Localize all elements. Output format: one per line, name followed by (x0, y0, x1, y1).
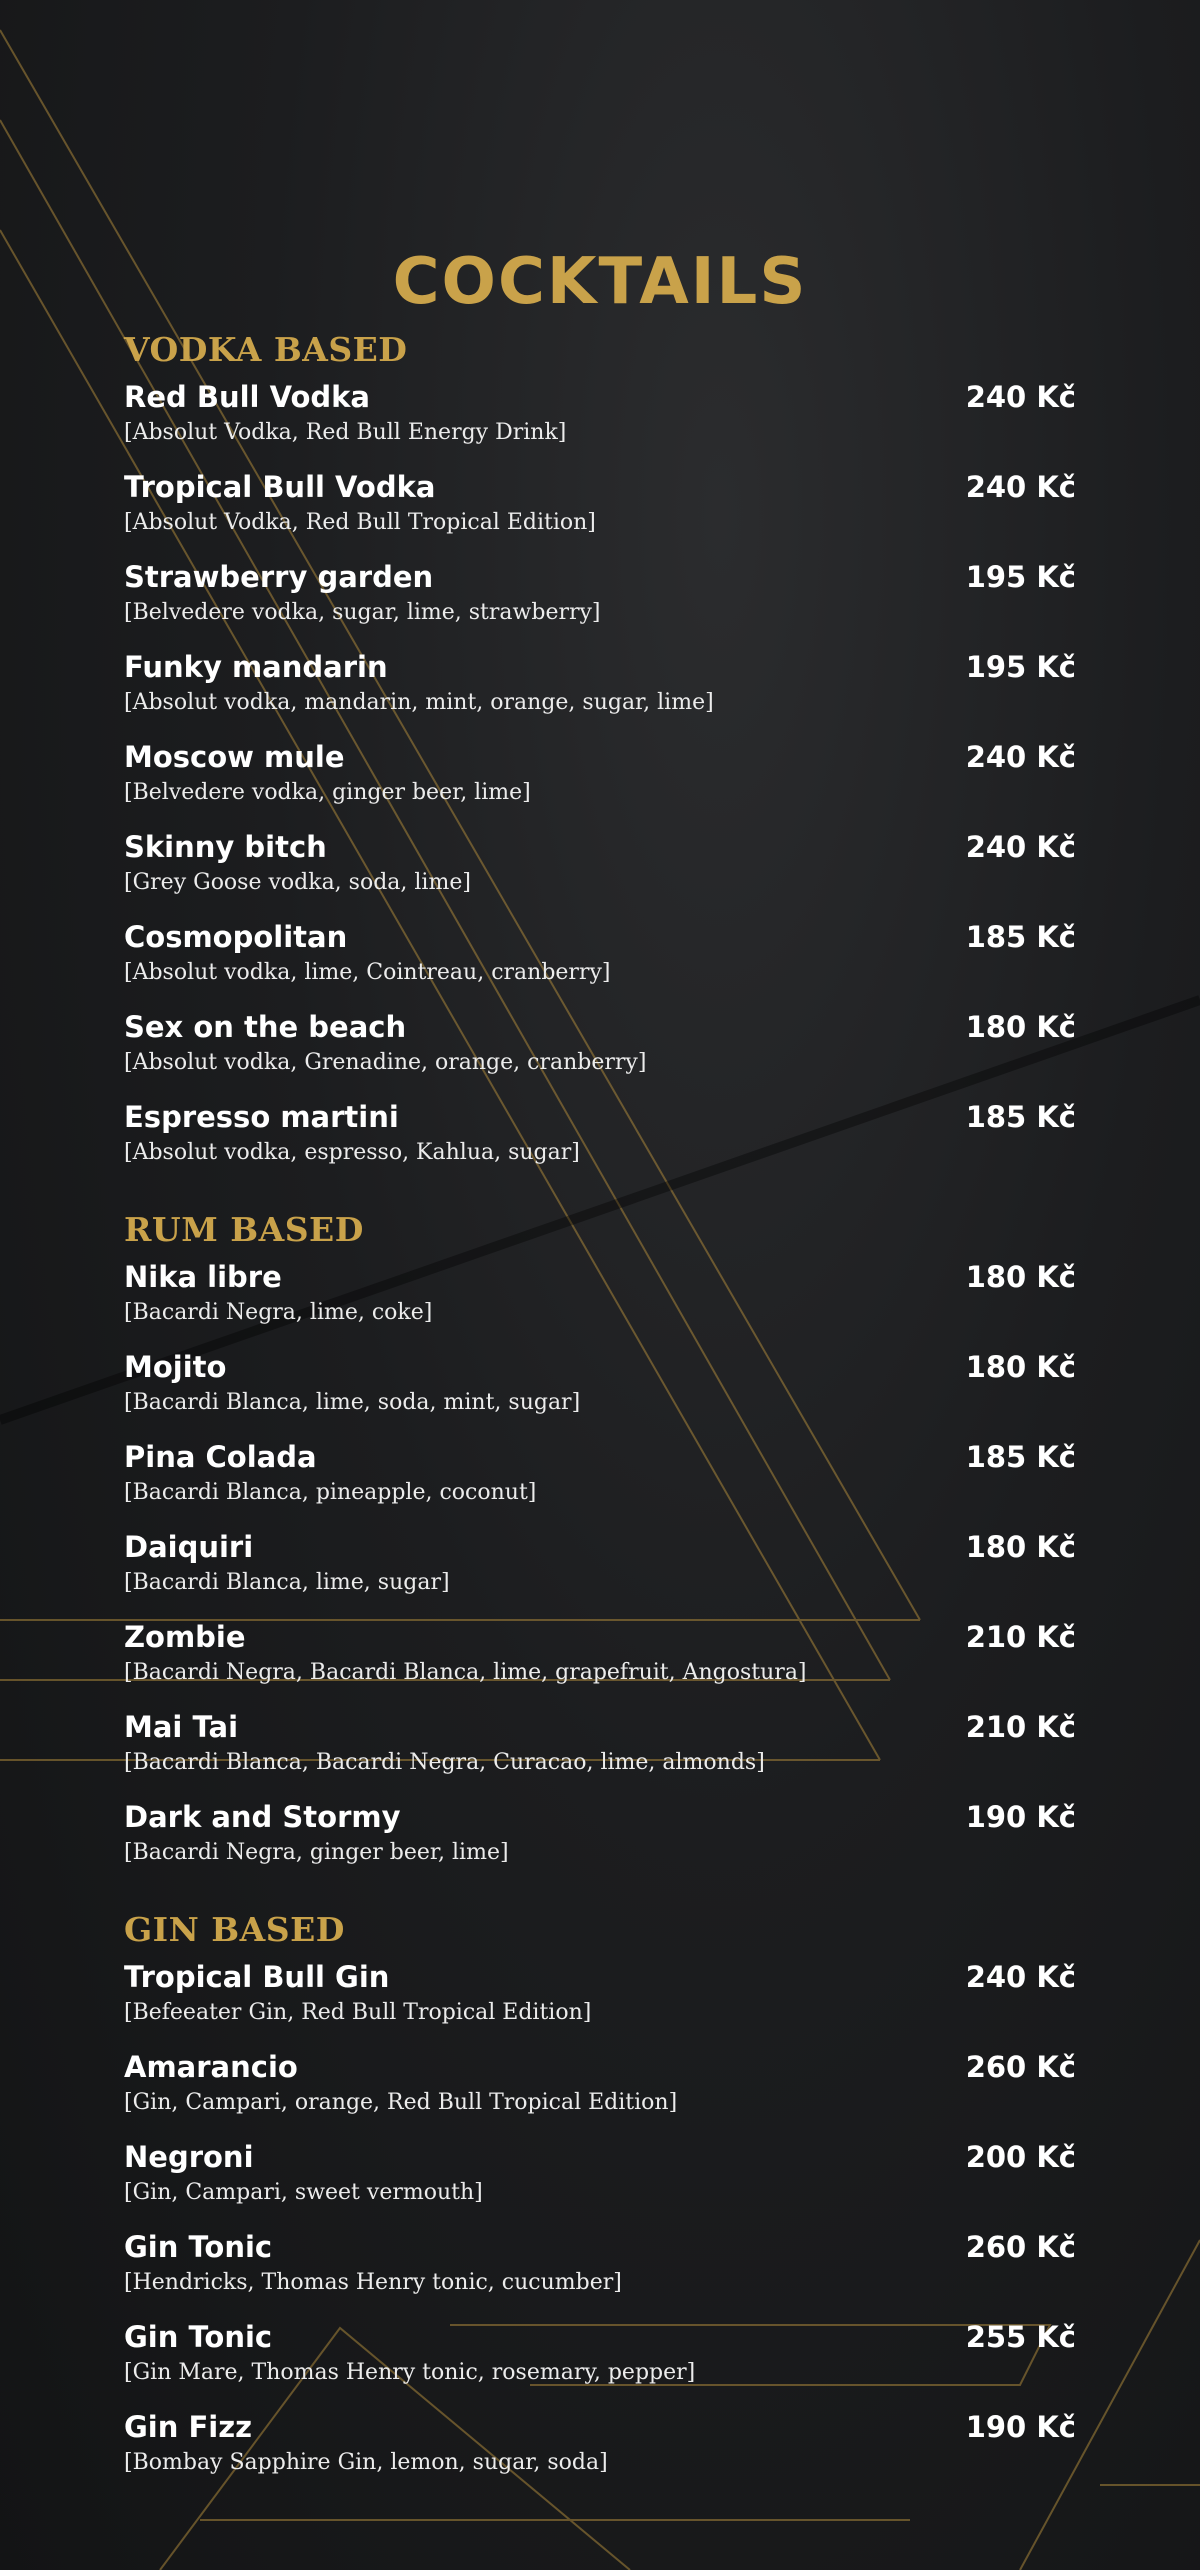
section-title: RUM BASED (124, 1210, 364, 1249)
menu-item-name: Red Bull Vodka (124, 380, 370, 414)
menu-item-name: Strawberry garden (124, 560, 434, 594)
menu-item-name: Nika libre (124, 1260, 282, 1294)
menu-item-ingredients: [Absolut Vodka, Red Bull Energy Drink] (124, 420, 567, 445)
menu-item-name: Tropical Bull Vodka (124, 470, 436, 504)
menu-item-name: Cosmopolitan (124, 920, 348, 954)
section-title: VODKA BASED (124, 330, 408, 369)
menu-item-ingredients: [Absolut Vodka, Red Bull Tropical Edition] (124, 510, 596, 535)
menu-item-price: 255 Kč (965, 2320, 1076, 2354)
menu-item-ingredients: [Bacardi Negra, Bacardi Blanca, lime, grapefruit, Angostura] (124, 1660, 807, 1685)
menu-item-price: 260 Kč (965, 2230, 1076, 2264)
menu-item (124, 2050, 1076, 2130)
menu-item-price: 180 Kč (965, 1010, 1076, 1044)
menu-item-name: Funky mandarin (124, 650, 388, 684)
menu-item (124, 1960, 1076, 2040)
menu-item (124, 1710, 1076, 1790)
menu-item-name: Skinny bitch (124, 830, 327, 864)
menu-item (124, 1620, 1076, 1700)
menu-item (124, 1530, 1076, 1610)
menu-item-price: 240 Kč (965, 470, 1076, 504)
menu-item (124, 560, 1076, 640)
menu-item-ingredients: [Befeeater Gin, Red Bull Tropical Edition] (124, 2000, 592, 2025)
menu-item-ingredients: [Bacardi Blanca, lime, sugar] (124, 1570, 450, 1595)
menu-item (124, 920, 1076, 1000)
menu-item-price: 180 Kč (965, 1350, 1076, 1384)
menu-item-price: 210 Kč (965, 1620, 1076, 1654)
menu-item-name: Pina Colada (124, 1440, 317, 1474)
menu-item-ingredients: [Bacardi Negra, lime, coke] (124, 1300, 433, 1325)
menu-item-ingredients: [Bacardi Blanca, lime, soda, mint, sugar] (124, 1390, 581, 1415)
menu-item-name: Tropical Bull Gin (124, 1960, 390, 1994)
menu-item-ingredients: [Absolut vodka, lime, Cointreau, cranberry] (124, 960, 611, 985)
menu-item (124, 1010, 1076, 1090)
menu-item-ingredients: [Gin Mare, Thomas Henry tonic, rosemary, pepper] (124, 2360, 696, 2385)
menu-item-name: Negroni (124, 2140, 254, 2174)
menu-item-ingredients: [Absolut vodka, espresso, Kahlua, sugar] (124, 1140, 580, 1165)
menu-item-price: 210 Kč (965, 1710, 1076, 1744)
menu-item-ingredients: [Bacardi Blanca, Bacardi Negra, Curacao, lime, almonds] (124, 1750, 765, 1775)
menu-item-price: 190 Kč (965, 1800, 1076, 1834)
menu-item-price: 240 Kč (965, 380, 1076, 414)
menu-item (124, 740, 1076, 820)
menu-item (124, 650, 1076, 730)
menu-item-ingredients: [Grey Goose vodka, soda, lime] (124, 870, 471, 895)
menu-item-name: Espresso martini (124, 1100, 399, 1134)
menu-item-price: 195 Kč (965, 650, 1076, 684)
menu-item-ingredients: [Gin, Campari, orange, Red Bull Tropical Edition] (124, 2090, 678, 2115)
menu-item-ingredients: [Belvedere vodka, sugar, lime, strawberry] (124, 600, 601, 625)
menu-item-name: Dark and Stormy (124, 1800, 401, 1834)
menu-item-ingredients: [Bombay Sapphire Gin, lemon, sugar, soda] (124, 2450, 608, 2475)
menu-item-name: Moscow mule (124, 740, 345, 774)
menu-item-price: 200 Kč (965, 2140, 1076, 2174)
menu-item-price: 180 Kč (965, 1260, 1076, 1294)
menu-item-price: 185 Kč (965, 1440, 1076, 1474)
menu-item-name: Gin Tonic (124, 2230, 273, 2264)
menu-item (124, 1350, 1076, 1430)
page-title: COCKTAILS (392, 245, 808, 319)
menu-item-name: Mai Tai (124, 1710, 239, 1744)
menu-item (124, 470, 1076, 550)
menu-item-price: 240 Kč (965, 740, 1076, 774)
menu-item-name: Daiquiri (124, 1530, 254, 1564)
menu-item-ingredients: [Absolut vodka, mandarin, mint, orange, sugar, lime] (124, 690, 714, 715)
menu-item-name: Zombie (124, 1620, 246, 1654)
menu-item-price: 185 Kč (965, 920, 1076, 954)
menu-item (124, 1800, 1076, 1880)
menu-item (124, 1260, 1076, 1340)
menu-item (124, 2320, 1076, 2400)
menu-item-name: Mojito (124, 1350, 227, 1384)
menu-item-price: 240 Kč (965, 830, 1076, 864)
menu-item-price: 185 Kč (965, 1100, 1076, 1134)
menu-item (124, 380, 1076, 460)
menu-item-name: Gin Tonic (124, 2320, 273, 2354)
menu-item-ingredients: [Bacardi Blanca, pineapple, coconut] (124, 1480, 537, 1505)
menu-item-price: 180 Kč (965, 1530, 1076, 1564)
menu-item-ingredients: [Hendricks, Thomas Henry tonic, cucumber] (124, 2270, 622, 2295)
menu-item (124, 2410, 1076, 2490)
menu-item-ingredients: [Bacardi Negra, ginger beer, lime] (124, 1840, 509, 1865)
menu-item (124, 2140, 1076, 2220)
menu-item-price: 190 Kč (965, 2410, 1076, 2444)
menu-item-price: 260 Kč (965, 2050, 1076, 2084)
menu-item-name: Sex on the beach (124, 1010, 407, 1044)
menu-item-price: 240 Kč (965, 1960, 1076, 1994)
menu-item-ingredients: [Gin, Campari, sweet vermouth] (124, 2180, 483, 2205)
menu-item-name: Gin Fizz (124, 2410, 252, 2444)
menu-item (124, 830, 1076, 910)
menu-item-ingredients: [Belvedere vodka, ginger beer, lime] (124, 780, 531, 805)
menu-item-name: Amarancio (124, 2050, 298, 2084)
menu-item (124, 2230, 1076, 2310)
menu-item-ingredients: [Absolut vodka, Grenadine, orange, cranberry] (124, 1050, 647, 1075)
menu-item (124, 1440, 1076, 1520)
section-title: GIN BASED (124, 1910, 345, 1949)
menu-item-price: 195 Kč (965, 560, 1076, 594)
menu-item (124, 1100, 1076, 1180)
